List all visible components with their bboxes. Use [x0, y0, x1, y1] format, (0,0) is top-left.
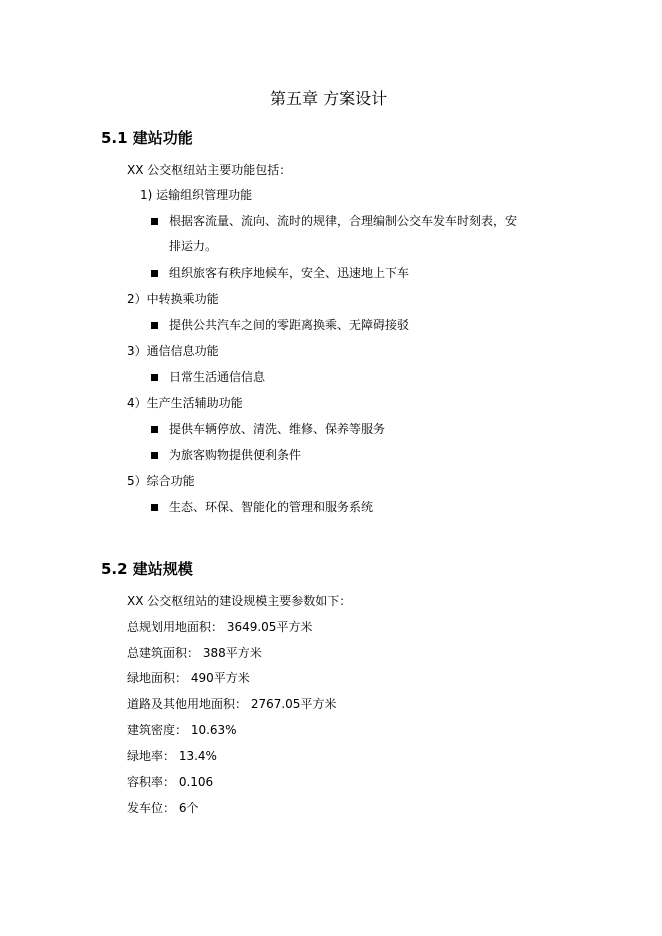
bullet-text: 根据客流量、流向、流时的规律，合理编制公交车发车时刻表，安 — [169, 214, 518, 228]
section-intro-1: XX 公交枢纽站主要功能包括： — [127, 163, 292, 177]
bullet-icon — [151, 374, 158, 381]
param-line: 绿地率： 13.4% — [127, 749, 217, 763]
param-line: 容积率： 0.106 — [127, 775, 214, 789]
bullet-text: 组织旅客有秩序地候车，安全、迅速地上下车 — [169, 266, 410, 280]
section-heading-1: 5.1 建站功能 — [101, 129, 193, 147]
param-line: 发车位： 6个 — [127, 801, 199, 815]
section-intro-2: XX 公交枢纽站的建设规模主要参数如下： — [127, 594, 352, 608]
bullet-icon — [151, 270, 158, 277]
function-item-1: 1) 运输组织管理功能 — [140, 188, 253, 202]
bullet-icon — [151, 322, 158, 329]
chapter-title: 第五章 方案设计 — [270, 89, 388, 108]
bullet-text-continued: 排运力。 — [169, 239, 218, 253]
function-item-3: 3）通信信息功能 — [127, 344, 219, 358]
function-item-5: 5）综合功能 — [127, 474, 195, 488]
bullet-text: 为旅客购物提供便利条件 — [169, 448, 302, 462]
bullet-icon — [151, 426, 158, 433]
bullet-text: 生态、环保、智能化的管理和服务系统 — [169, 500, 374, 514]
bullet-icon — [151, 504, 158, 511]
param-line: 总规划用地面积： 3649.05平方米 — [127, 620, 313, 634]
bullet-text: 日常生活通信信息 — [169, 370, 266, 384]
bullet-icon — [151, 218, 158, 225]
function-item-4: 4）生产生活辅助功能 — [127, 396, 243, 410]
param-line: 建筑密度： 10.63% — [127, 723, 237, 737]
bullet-icon — [151, 452, 158, 459]
bullet-text: 提供车辆停放、清洗、维修、保养等服务 — [169, 422, 386, 436]
function-item-2: 2）中转换乘功能 — [127, 292, 219, 306]
param-line: 总建筑面积： 388平方米 — [127, 646, 262, 660]
bullet-text: 提供公共汽车之间的零距离换乘、无障碍接驳 — [169, 318, 410, 332]
param-line: 道路及其他用地面积： 2767.05平方米 — [127, 697, 337, 711]
param-line: 绿地面积： 490平方米 — [127, 671, 250, 685]
section-heading-2: 5.2 建站规模 — [101, 560, 193, 578]
